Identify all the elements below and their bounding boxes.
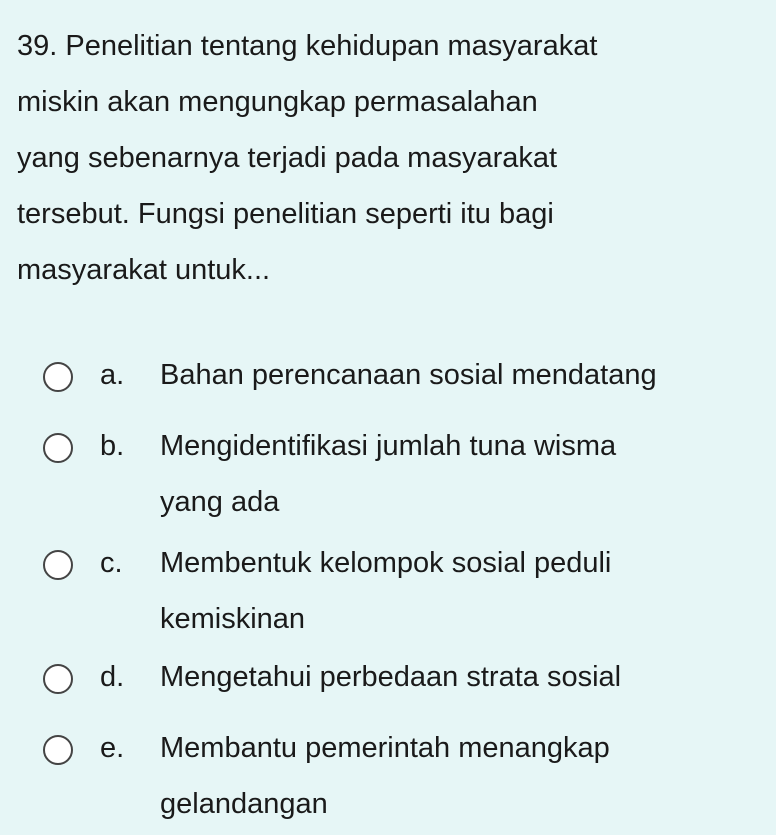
option-c-line-2: kemiskinan — [160, 603, 306, 635]
option-e-text — [160, 720, 772, 832]
option-e-line-1: Membantu pemerintah menangkap — [160, 732, 610, 764]
option-c-text — [160, 535, 772, 647]
radio-button-e[interactable] — [43, 735, 73, 765]
option-a-text — [160, 347, 772, 403]
option-c-line-1: Membentuk kelompok sosial peduli — [160, 547, 612, 579]
radio-button-a[interactable] — [43, 362, 73, 392]
option-b-text — [160, 418, 772, 530]
option-c-letter: c. — [100, 547, 123, 579]
radio-button-b[interactable] — [43, 433, 73, 463]
radio-button-c[interactable] — [43, 550, 73, 580]
option-d-line-1: Mengetahui perbedaan strata sosial — [160, 661, 622, 693]
option-d-letter: d. — [100, 661, 125, 693]
option-b-line-2: yang ada — [160, 486, 280, 518]
question-line-3: yang sebenarnya terjadi pada masyarakat — [17, 142, 558, 174]
option-a-line-1: Bahan perencanaan sosial mendatang — [160, 359, 657, 391]
question-line-1: 39. Penelitian tentang kehidupan masyarakat — [17, 30, 598, 62]
option-d-text — [160, 649, 772, 705]
option-b-letter: b. — [100, 430, 125, 462]
question-line-2: miskin akan mengungkap permasalahan — [17, 86, 538, 118]
option-e-line-2: gelandangan — [160, 788, 328, 820]
option-b-line-1: Mengidentifikasi jumlah tuna wisma — [160, 430, 617, 462]
question-line-5: masyarakat untuk... — [17, 254, 271, 286]
radio-button-d[interactable] — [43, 664, 73, 694]
question-line-4: tersebut. Fungsi penelitian seperti itu bagi — [17, 198, 554, 230]
option-e-letter: e. — [100, 732, 125, 764]
option-a-letter: a. — [100, 359, 125, 391]
